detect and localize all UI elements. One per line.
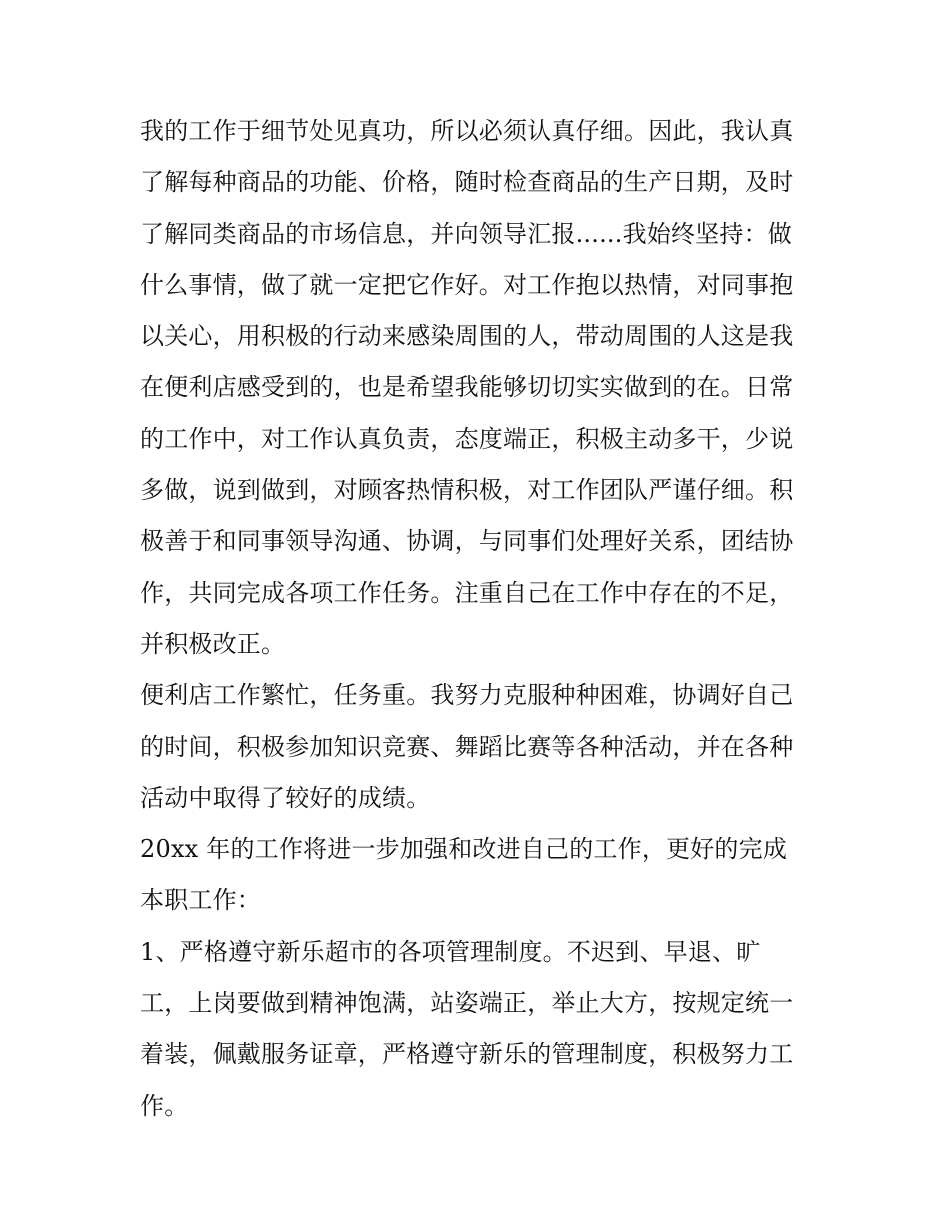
text-line: 了解每种商品的功能、价格，随时检查商品的生产日期，及时 [140, 168, 794, 197]
text-line: 的工作中，对工作认真负责，态度端正，积极主动多干，少说 [140, 424, 794, 453]
text-line: 作。 [140, 1091, 189, 1120]
text-line: 20xx 年的工作将进一步加强和改进自己的工作，更好的完成 [140, 835, 788, 864]
text-line: 我的工作于细节处见真功，所以必须认真仔细。因此，我认真 [140, 117, 794, 145]
text-line: 便利店工作繁忙，任务重。我努力克服种种困难，协调好自己 [140, 681, 794, 710]
text-line: 了解同类商品的市场信息，并向领导汇报......我始终坚持：做 [140, 219, 792, 248]
text-line: 着装，佩戴服务证章，严格遵守新乐的管理制度，积极努力工 [140, 1040, 794, 1069]
text-line: 的时间，积极参加知识竞赛、舞蹈比赛等各种活动，并在各种 [140, 732, 794, 761]
text-line: 极善于和同事领导沟通、协调，与同事们处理好关系，团结协 [140, 527, 794, 556]
text-line: 1、严格遵守新乐超市的各项管理制度。不迟到、早退、旷 [140, 937, 761, 966]
document-body [140, 106, 812, 1132]
text-line: 以关心，用积极的行动来感染周围的人，带动周围的人这是我 [140, 322, 794, 351]
text-line: 并积极改正。 [140, 629, 286, 658]
text-line: 作，共同完成各项工作任务。注重自己在工作中存在的不足， [140, 578, 794, 607]
text-line: 什么事情，做了就一定把它作好。对工作抱以热情，对同事抱 [140, 270, 794, 299]
text-line: 在便利店感受到的，也是希望我能够切切实实做到的在。日常 [140, 373, 794, 402]
text-line: 活动中取得了较好的成绩。 [140, 783, 431, 812]
text-line: 本职工作： [140, 886, 261, 915]
text-line: 工，上岗要做到精神饱满，站姿端正，举止大方，按规定统一 [140, 989, 794, 1018]
text-line: 多做，说到做到，对顾客热情积极，对工作团队严谨仔细。积 [140, 476, 794, 505]
